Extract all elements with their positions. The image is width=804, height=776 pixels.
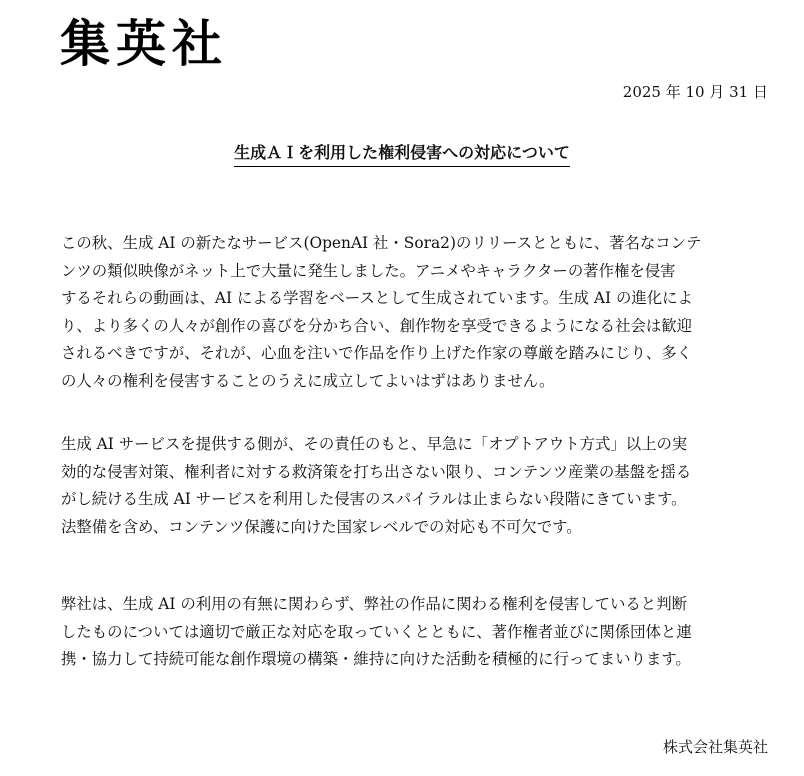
paragraph-line: 弊社は、生成 AI の利用の有無に関わらず、弊社の作品に関わる権利を侵害していると判断 [61,595,687,613]
paragraph-line: したものについては適切で厳正な対応を取っていくとともに、著作権者並びに関係団体と連 [61,622,692,641]
company-logo: 集英社 [60,15,228,73]
paragraph-line: 効的な侵害対策、権利者に対する救済策を打ち出さない限り、コンテンツ産業の基盤を揺る [61,462,692,481]
paragraph-line: この秋、生成 AI の新たなサービス(OpenAI 社・Sora2)のリリースとともに、著名なコンテ [61,234,702,252]
paragraph-line: り、より多くの人々が創作の喜びを分かち合い、創作物を享受できるようになる社会は歓迎 [61,316,693,335]
document-title-row [0,142,804,167]
paragraph-2 [61,431,767,541]
signature: 株式会社集英社 [662,738,768,756]
paragraph-line: されるべきですが、それが、心血を注いで作品を作り上げた作家の尊厳を踏みにじり、多く [61,344,693,363]
paragraph-3 [61,591,767,674]
paragraph-line: 法整備を含め、コンテンツ保護に向けた国家レベルでの対応も不可欠です。 [61,517,582,536]
paragraph-line: がし続ける生成 AI サービスを利用した侵害のスパイラルは止まらない段階にきています。 [61,490,687,509]
paragraph-1 [61,230,767,396]
paragraph-line: するそれらの動画は、AI による学習をベースとして生成されています。生成 AI の進化によ [61,289,693,308]
paragraph-line: ンツの類似映像がネット上で大量に発生しました。アニメやキャラクターの著作権を侵害 [61,261,676,280]
document-date: 2025 年 10 月 31 日 [622,83,768,101]
paragraph-line: 生成 AI サービスを提供する側が、その責任のもと、早急に「オプトアウト方式」以上の実 [61,435,688,453]
paragraph-line: 携・協力して持続可能な創作環境の構築・維持に向けた活動を積極的に行ってまいります。 [61,650,691,669]
document-title: 生成ＡＩを利用した権利侵害への対応について [234,142,570,167]
paragraph-line: の人々の権利を侵害することのうえに成立してよいはずはありません。 [61,371,555,390]
